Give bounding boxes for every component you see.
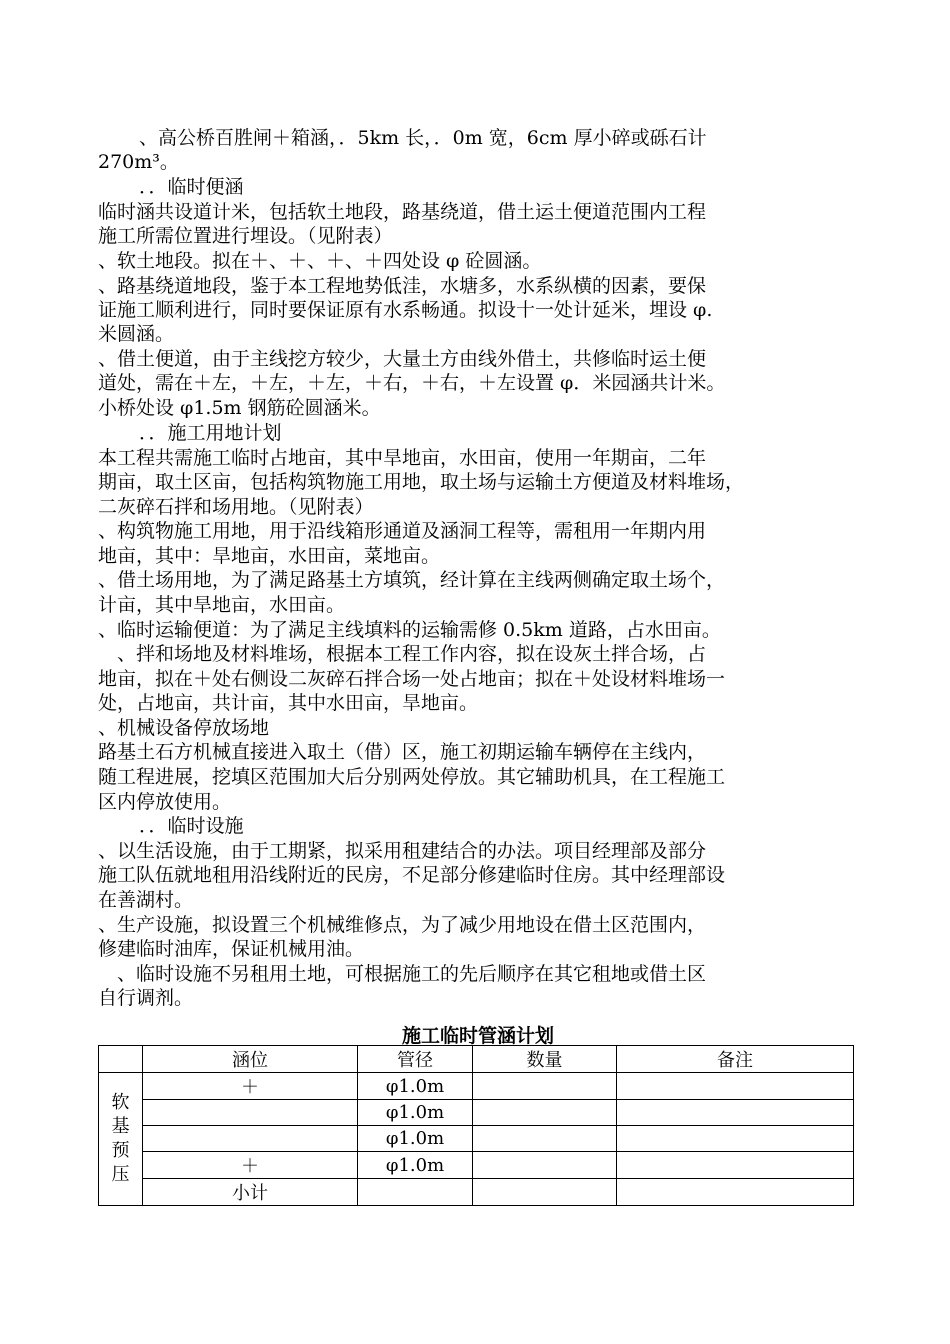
- group-label: 软 基 预 压: [111, 1092, 130, 1185]
- cell-note: [617, 1152, 854, 1179]
- cell-note: [617, 1126, 854, 1152]
- para-line: 期亩，取土区亩，包括构筑物施工用地，取土场与运输土方便道及材料堆场，: [98, 471, 745, 493]
- table-row: [99, 1100, 854, 1126]
- section-heading: ．．临时便涵: [120, 176, 244, 198]
- cell-diameter: φ1.0m: [358, 1100, 473, 1126]
- para-line: 证施工顺利进行，同时要保证原有水系畅通。拟设十一处计延米，埋设 φ.: [98, 299, 713, 321]
- para-line: 270m³。: [98, 151, 179, 173]
- para-line: 地亩，其中：旱地亩，水田亩，菜地亩。: [98, 545, 441, 567]
- para-line: 处，占地亩，共计亩，其中水田亩，旱地亩。: [98, 692, 479, 714]
- para-line: 二灰碎石拌和场用地。（见附表）: [98, 496, 374, 518]
- section-heading: 、机械设备停放场地: [98, 717, 270, 739]
- para-line: 随工程进展，挖填区范围加大后分别两处停放。其它辅助机具，在工程施工: [98, 766, 726, 788]
- table-row: [99, 1126, 854, 1152]
- cell-position: ＋: [143, 1152, 358, 1179]
- cell-position: ＋: [143, 1073, 358, 1100]
- table-title: 施工临时管涵计划: [401, 1025, 554, 1047]
- table-row-subtotal: [99, 1179, 854, 1206]
- para-line: 、以生活设施，由于工期紧，拟采用租建结合的办法。项目经理部及部分: [98, 840, 707, 862]
- culvert-plan-table: [98, 1045, 854, 1206]
- cell-diameter: φ1.0m: [358, 1073, 473, 1100]
- table-row: [99, 1073, 854, 1100]
- para-line: 自行调剂。: [98, 987, 194, 1009]
- cell-diameter: [358, 1179, 473, 1206]
- para-line: 、借土便道，由于主线挖方较少，大量土方由线外借土，共修临时运土便: [98, 348, 707, 370]
- para-line: 在善湖村。: [98, 889, 194, 911]
- cell-note: [617, 1100, 854, 1126]
- section-heading: ．．施工用地计划: [120, 422, 282, 444]
- cell-position: [143, 1126, 358, 1152]
- cell-position: [143, 1100, 358, 1126]
- section-heading: ．．临时设施: [120, 815, 244, 837]
- cell-diameter: φ1.0m: [358, 1126, 473, 1152]
- para-line: 、临时运输便道：为了满足主线填料的运输需修 0.5km 道路，占水田亩。: [98, 619, 721, 641]
- cell-quantity: [473, 1100, 617, 1126]
- cell-position: 小计: [143, 1179, 358, 1206]
- para-line: 、构筑物施工用地，用于沿线箱形通道及涵洞工程等，需租用一年期内用: [98, 520, 707, 542]
- para-line: 小桥处设 φ1.5m 钢筋砼圆涵米。: [98, 397, 381, 419]
- header-cell: [99, 1046, 143, 1073]
- para-line: 施工队伍就地租用沿线附近的民房，不足部分修建临时住房。其中经理部设: [98, 864, 726, 886]
- para-line: 施工所需位置进行埋设。（见附表）: [98, 225, 393, 247]
- para-line: 、高公桥百胜闸＋箱涵，．5km 长，．0m 宽，6cm 厚小碎或砾石计: [120, 127, 707, 149]
- para-line: 临时涵共设道计米，包括软土地段，路基绕道，借土运土便道范围内工程: [98, 201, 707, 223]
- cell-quantity: [473, 1073, 617, 1100]
- cell-quantity: [473, 1179, 617, 1206]
- para-line: 、生产设施，拟设置三个机械维修点，为了减少用地设在借土区范围内，: [98, 914, 707, 936]
- cell-note: [617, 1179, 854, 1206]
- para-line: 米圆涵。: [98, 323, 175, 345]
- table-header-row: [99, 1046, 854, 1073]
- para-line: 、软土地段。拟在＋、＋、＋、＋四处设 φ 砼圆涵。: [98, 250, 542, 272]
- para-line: 、临时设施不另租用土地，可根据施工的先后顺序在其它租地或借土区: [98, 963, 707, 985]
- para-line: 本工程共需施工临时占地亩，其中旱地亩，水田亩，使用一年期亩，二年: [98, 447, 707, 469]
- header-cell: 涵位: [143, 1046, 358, 1073]
- para-line: 路基土石方机械直接进入取土（借）区，施工初期运输车辆停在主线内，: [98, 741, 707, 763]
- para-line: 道处，需在＋左，＋左，＋左，＋右，＋右，＋左设置 φ．米园涵共计米。: [98, 372, 726, 394]
- table-row: [99, 1152, 854, 1179]
- cell-quantity: [473, 1126, 617, 1152]
- para-line: 计亩，其中旱地亩，水田亩。: [98, 594, 346, 616]
- para-line: 、借土场用地，为了满足路基土方填筑，经计算在主线两侧确定取土场个，: [98, 569, 726, 591]
- para-line: 、拌和场地及材料堆场，根据本工程工作内容，拟在设灰土拌合场，占: [98, 643, 707, 665]
- cell-quantity: [473, 1152, 617, 1179]
- header-cell: 备注: [617, 1046, 854, 1073]
- group-label-cell: [99, 1073, 143, 1206]
- header-cell: 管径: [358, 1046, 473, 1073]
- para-line: 地亩，拟在＋处右侧设二灰碎石拌合场一处占地亩；拟在＋处设材料堆场一: [98, 668, 726, 690]
- cell-note: [617, 1073, 854, 1100]
- cell-diameter: φ1.0m: [358, 1152, 473, 1179]
- para-line: 区内停放使用。: [98, 791, 232, 813]
- para-line: 、路基绕道地段，鉴于本工程地势低洼，水塘多，水系纵横的因素，要保: [98, 275, 707, 297]
- header-cell: 数量: [473, 1046, 617, 1073]
- para-line: 修建临时油库，保证机械用油。: [98, 938, 365, 960]
